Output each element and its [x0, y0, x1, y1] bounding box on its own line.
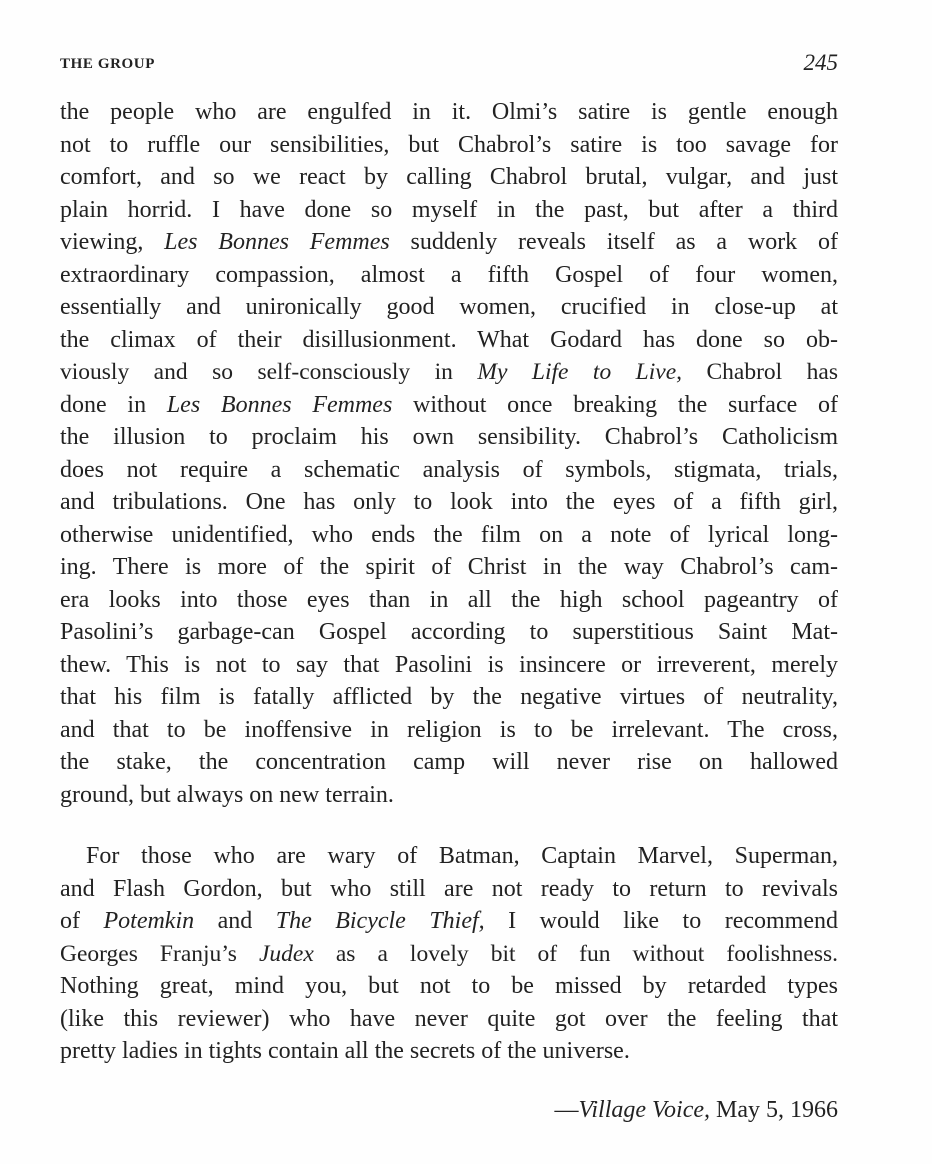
film-title: Judex: [259, 940, 314, 967]
running-head: [60, 50, 838, 80]
text-line: the climax of their disillusionment. What Godard has done so ob-: [60, 326, 838, 353]
film-title: Les Bonnes Femmes: [166, 391, 393, 418]
text-line: Georges Franju’s Judex as a lovely bit of fun without foolishness.: [60, 940, 838, 967]
film-title: The Bicycle Thief,: [275, 908, 485, 934]
article-source: [60, 1094, 838, 1126]
text-line: not to ruffle our sensibilities, but Chabrol’s satire is too savage for: [60, 131, 838, 158]
text-line: plain horrid. I have done so myself in the past, but after a third: [60, 196, 838, 223]
film-title: Les Bonnes Femmes: [164, 229, 390, 255]
text-line: does not require a schematic analysis of symbols, stigmata, trials,: [60, 456, 838, 483]
text-line: the stake, the concentration camp will never rise on hallowed: [60, 749, 838, 775]
paragraph-2: [60, 840, 838, 1068]
body-text: [60, 96, 838, 1126]
text-line: the illusion to proclaim his own sensibility. Chabrol’s Catholicism: [60, 424, 838, 450]
running-title: THE GROUP: [60, 56, 155, 72]
text-line: otherwise unidentified, who ends the film on a note of lyrical long-: [60, 521, 838, 548]
text-line: ground, but always on new terrain.: [60, 781, 394, 808]
text-line: of Potemkin and The Bicycle Thief, I would like to recommend: [60, 908, 838, 934]
text-line: and that to be inoffensive in religion is to be irrelevant. The cross,: [60, 716, 838, 743]
text-line: ing. There is more of the spirit of Christ in the way Chabrol’s cam-: [60, 554, 838, 580]
text-line: the people who are engulfed in it. Olmi’s satire is gentle enough: [60, 99, 838, 125]
text-line: essentially and unironically good women, crucified in close-up at: [60, 294, 838, 320]
text-line: (like this reviewer) who have never quite got over the feeling that: [60, 1005, 838, 1032]
text-line: Pasolini’s garbage-can Gospel according to superstitious Saint Mat-: [60, 619, 838, 645]
text-line: era looks into those eyes than in all the high school pageantry of: [60, 586, 838, 613]
text-line: For those who are wary of Batman, Captain Marvel, Superman,: [86, 843, 838, 869]
film-title: My Life to Live,: [477, 359, 683, 385]
em-dash: —: [554, 1096, 579, 1123]
publication-date: May 5, 1966: [710, 1096, 838, 1123]
page-number: 245: [803, 50, 838, 75]
text-line: pretty ladies in tights contain all the secrets of the universe.: [60, 1038, 630, 1064]
text-line: and tribulations. One has only to look into the eyes of a fifth girl,: [60, 489, 838, 515]
text-line: done in Les Bonnes Femmes without once breaking the surface of: [60, 391, 838, 418]
film-title: Potemkin: [103, 908, 195, 934]
text-line: Nothing great, mind you, but not to be missed by retarded types: [60, 973, 838, 999]
text-line: comfort, and so we react by calling Chabrol brutal, vulgar, and just: [60, 164, 838, 190]
text-line: and Flash Gordon, but who still are not ready to return to revivals: [60, 875, 838, 902]
text-line: viously and so self-consciously in My Life to Live, Chabrol has: [60, 359, 838, 385]
text-line: extraordinary compassion, almost a fifth Gospel of four women,: [60, 261, 838, 288]
text-line: that his film is fatally afflicted by the negative virtues of neutrality,: [60, 684, 838, 710]
text-line: viewing, Les Bonnes Femmes suddenly reveals itself as a work of: [60, 229, 838, 255]
paragraph-break: [60, 811, 838, 840]
text-line: thew. This is not to say that Pasolini is insincere or irreverent, merely: [60, 651, 838, 678]
paragraph-1: [60, 96, 838, 811]
publication-name: Village Voice,: [578, 1096, 710, 1123]
